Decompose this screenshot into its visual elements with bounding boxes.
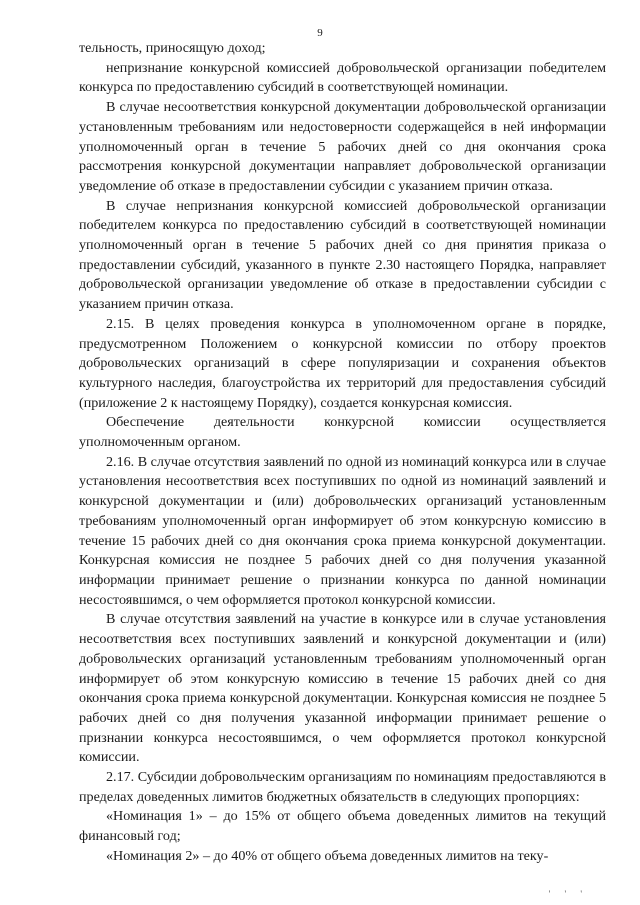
paragraph-2-17: 2.17. Субсидии добровольческим организациям по номинациям предоставляются в пределах доведенных лимитов бюджетных обязательств в следующих пропорциях: — [79, 769, 606, 805]
paragraph-non-recognition: непризнание конкурсной комиссией добровольческой организации победителем конкурса по предоставлению субсидий в соответствующей номинации. — [79, 59, 606, 96]
paragraph-nomination-1: «Номинация 1» – до 15% от общего объема доведенных лимитов на текущий финансовый год; — [79, 808, 606, 845]
paragraph-no-applications: В случае отсутствия заявлений на участие в конкурсе или в случае установления несоответствия всех поступивших заявлений и конкурсной документации и (или) добровольческих организаций установленным требованиям уполномоченный орган информирует об этом конкурсную комиссию в течение 15 рабочих дней со дня окончания срока приема конкурсной документации. Конкурсная комиссия не позднее 5 рабочих дней со дня получения указанной информации принимает решение о признании конкурса несостоявшимся, о чем оформляется протокол конкурсной комиссии. — [79, 611, 606, 766]
paragraph-docs-mismatch: В случае несоответствия конкурсной документации добровольческой организации установленным требованиям или недостоверности содержащейся в ней информации уполномоченный орган в течение 5 рабочих дней со дня окончания срока рассмотрения конкурсной документации направляет добровольческой организации уведомление об отказе в предоставлении субсидии с указанием причин отказа. — [79, 99, 606, 194]
scan-corner-marks: ' ' ' — [548, 889, 588, 899]
paragraph-2-15: 2.15. В целях проведения конкурса в уполномоченном органе в порядке, предусмотренном Положением о конкурсной комиссии по отбору проектов добровольческих организаций в сфере популяризации и сохранения объектов культурного наследия, благоустройства их территорий для предоставления субсидий (приложение 2 к настоящему Порядку), создается конкурсная комиссия. — [79, 315, 606, 411]
page-number: 9 — [317, 27, 323, 39]
paragraph-2-16: 2.16. В случае отсутствия заявлений по одной из номинаций конкурса или в случае установления несоответствия всех поступивших по одной из номинаций заявлений и конкурсной документации и (или) добровольческих организаций установленным требованиям уполномоченный орган информирует об этом конкурсную комиссию в течение 15 рабочих дней со дня окончания срока приема конкурсной документации. Конкурсная комиссия не позднее 5 рабочих дней со дня получения указанной информации принимает решение о признании конкурса по данной номинации несостоявшимся, о чем оформляется протокол конкурсной комиссии. — [79, 453, 606, 608]
document-body — [79, 39, 606, 867]
paragraph-income-activity-end: тельность, приносящую доход; — [79, 40, 266, 56]
paragraph-not-winner: В случае непризнания конкурсной комиссией добровольческой организации победителем конкурса по предоставлению субсидий в соответствующей номинации уполномоченный орган в течение 5 рабочих дней со дня принятия приказа о предоставлении субсидий, указанного в пункте 2.30 настоящего Порядка, направляет добровольческой организации уведомление об отказе в предоставлении субсидии с указанием причин отказа. — [79, 197, 606, 313]
paragraph-nomination-2: «Номинация 2» – до 40% от общего объема доведенных лимитов на теку- — [106, 847, 549, 864]
paragraph-commission-support: Обеспечение деятельности конкурсной комиссии осуществляется уполномоченным органом. — [79, 414, 606, 451]
